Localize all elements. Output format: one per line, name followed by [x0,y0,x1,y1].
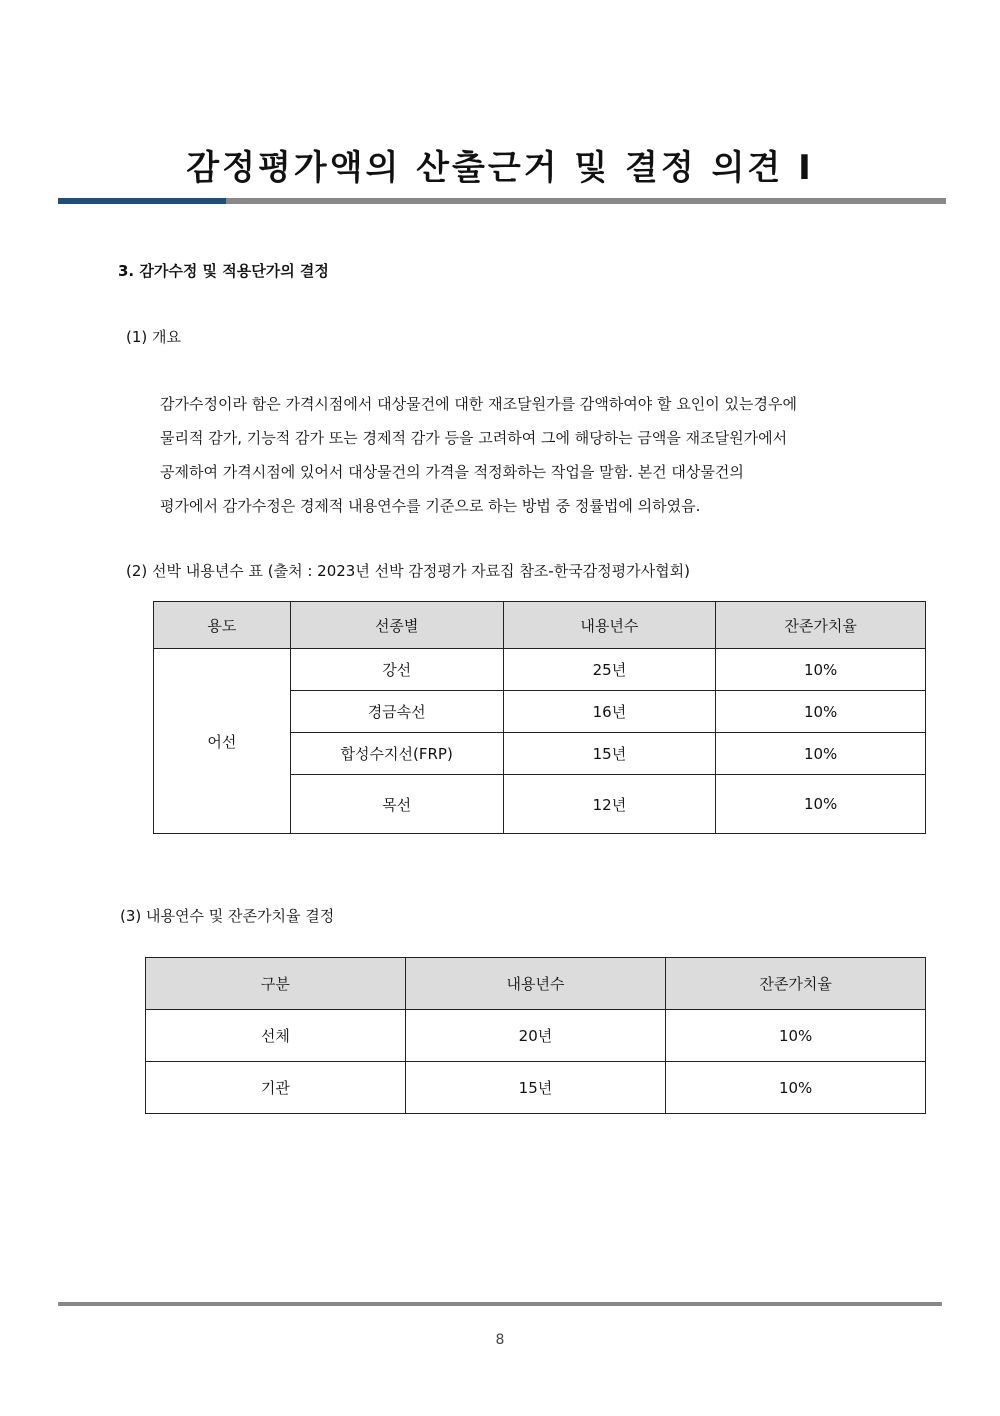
overview-heading: (1) 개요 [126,328,181,346]
header-cell: 잔존가치율 [666,958,926,1010]
table2-heading: (3) 내용연수 및 잔존가치율 결정 [120,907,335,925]
overview-line: 물리적 감가, 기능적 감가 또는 경제적 감가 등을 고려하여 그에 해당하는 금액을 재조달원가에서 [160,429,788,447]
lifespan-cell: 15년 [405,1062,666,1114]
page-title: 감정평가액의 산출근거 및 결정 의견 I [186,148,814,188]
lifespan-cell: 25년 [503,649,716,691]
header-cell: 내용년수 [503,602,716,649]
residual-cell: 10% [716,649,926,691]
table1-heading: (2) 선박 내용년수 표 (출처 : 2023년 선박 감정평가 자료집 참조-한국감정평가사협회) [126,562,690,580]
vessel-type-cell: 목선 [290,775,503,834]
header-cell: 내용년수 [405,958,666,1010]
overview-paragraph [160,392,920,528]
category-cell: 선체 [146,1010,406,1062]
lifespan-cell: 15년 [503,733,716,775]
page-number: 8 [495,1332,505,1348]
vessel-type-cell: 강선 [290,649,503,691]
lifespan-cell: 12년 [503,775,716,834]
table-header-row [154,602,926,649]
lifespan-cell: 16년 [503,691,716,733]
residual-cell: 10% [716,775,926,834]
lifespan-cell: 20년 [405,1010,666,1062]
vessel-lifespan-table [153,601,926,834]
table-row [146,1062,926,1114]
residual-cell: 10% [716,733,926,775]
overview-line: 공제하여 가격시점에 있어서 대상물건의 가격을 적정화하는 작업을 말함. 본건 대상물건의 [160,463,744,481]
table-header-row [146,958,926,1010]
overview-line: 감가수정이라 함은 가격시점에서 대상물건에 대한 재조달원가를 감액하여야 할 요인이 있는경우에 [160,395,798,413]
title-underline [58,198,946,204]
header-cell: 잔존가치율 [716,602,926,649]
vessel-type-cell: 합성수지선(FRP) [290,733,503,775]
vessel-type-cell: 경금속선 [290,691,503,733]
section-title: 3. 감가수정 및 적용단가의 결정 [118,262,329,280]
footer-rule [58,1302,942,1306]
header-cell: 구분 [146,958,406,1010]
usage-cell: 어선 [154,649,291,834]
lifespan-decision-table [145,957,926,1114]
title-underline-accent [58,198,226,204]
residual-cell: 10% [666,1010,926,1062]
residual-cell: 10% [666,1062,926,1114]
table-row [154,649,926,691]
overview-line: 평가에서 감가수정은 경제적 내용연수를 기준으로 하는 방법 중 정률법에 의하였음. [160,497,701,515]
residual-cell: 10% [716,691,926,733]
table-row [146,1010,926,1062]
header-cell: 용도 [154,602,291,649]
header-cell: 선종별 [290,602,503,649]
category-cell: 기관 [146,1062,406,1114]
